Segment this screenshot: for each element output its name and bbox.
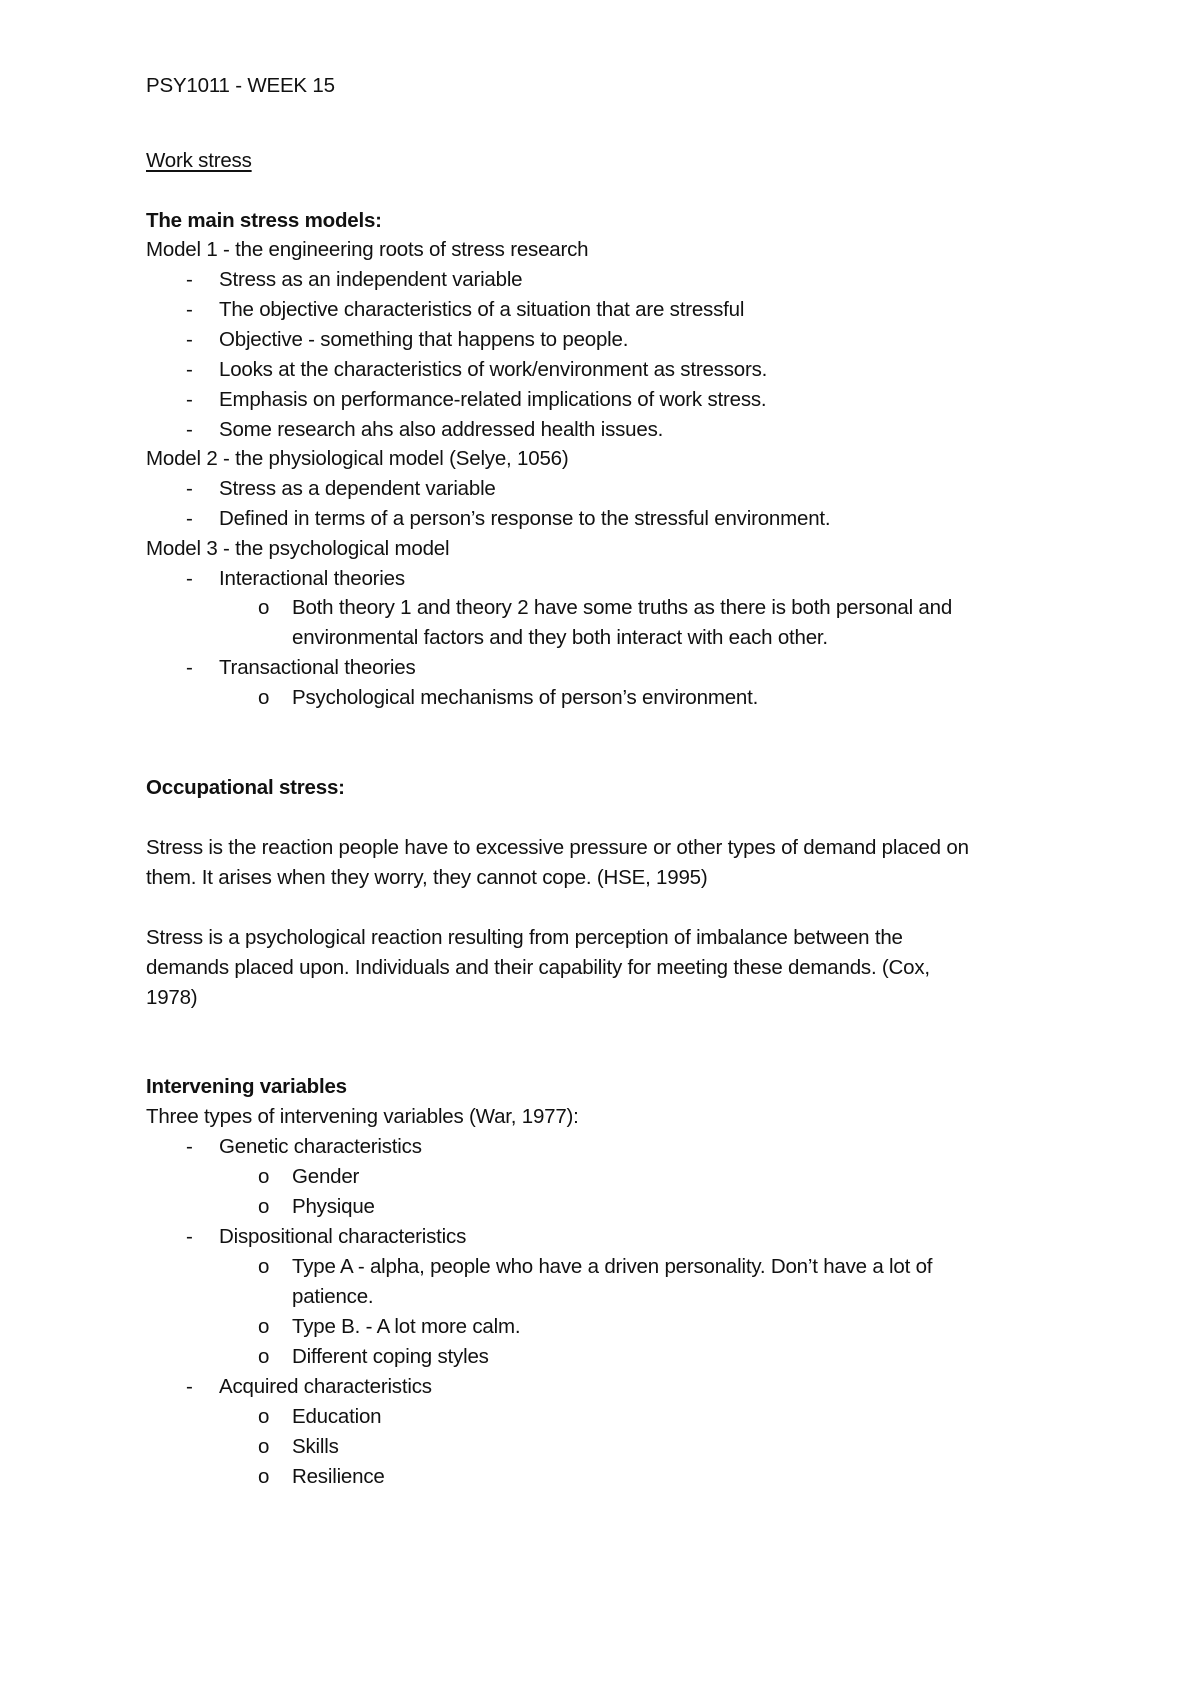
- bullet-circle: o: [258, 1435, 270, 1458]
- model1-point: Emphasis on performance-related implications of work stress.: [219, 388, 767, 411]
- occupational-paragraph-2-end: 1978): [146, 986, 198, 1009]
- document-header: PSY1011 - WEEK 15: [146, 74, 335, 97]
- bullet-dash: -: [186, 298, 193, 321]
- acquired-item: Skills: [292, 1435, 339, 1458]
- transactional-theories: Transactional theories: [219, 656, 416, 679]
- type-a-item-cont: patience.: [292, 1285, 374, 1308]
- model2-title: Model 2 - the physiological model (Selye, 1056): [146, 447, 569, 470]
- occupational-paragraph-2-cont: demands placed upon. Individuals and their capability for meeting these demands. (Cox,: [146, 956, 930, 979]
- acquired-item: Education: [292, 1405, 382, 1428]
- bullet-circle: o: [258, 1315, 270, 1338]
- bullet-dash: -: [186, 1135, 193, 1158]
- coping-styles-item: Different coping styles: [292, 1345, 489, 1368]
- bullet-dash: -: [186, 1375, 193, 1398]
- main-models-heading: The main stress models:: [146, 209, 382, 232]
- model1-point: The objective characteristics of a situation that are stressful: [219, 298, 745, 321]
- intervening-heading: Intervening variables: [146, 1075, 347, 1098]
- bullet-circle: o: [258, 686, 270, 709]
- transactional-detail: Psychological mechanisms of person’s environment.: [292, 686, 759, 709]
- model1-point: Stress as an independent variable: [219, 268, 523, 291]
- dispositional-characteristics: Dispositional characteristics: [219, 1225, 467, 1248]
- model1-point: Some research ahs also addressed health issues.: [219, 418, 664, 441]
- acquired-item: Resilience: [292, 1465, 385, 1488]
- bullet-circle: o: [258, 1165, 270, 1188]
- bullet-dash: -: [186, 567, 193, 590]
- bullet-circle: o: [258, 596, 270, 619]
- model3-title: Model 3 - the psychological model: [146, 537, 450, 560]
- bullet-dash: -: [186, 418, 193, 441]
- bullet-circle: o: [258, 1255, 270, 1278]
- type-a-item: Type A - alpha, people who have a driven personality. Don’t have a lot of: [292, 1255, 933, 1278]
- acquired-characteristics: Acquired characteristics: [219, 1375, 432, 1398]
- genetic-item: Gender: [292, 1165, 360, 1188]
- occupational-paragraph-1: Stress is the reaction people have to excessive pressure or other types of demand placed on: [146, 836, 969, 859]
- bullet-dash: -: [186, 268, 193, 291]
- interactional-theories: Interactional theories: [219, 567, 405, 590]
- bullet-dash: -: [186, 477, 193, 500]
- intervening-intro: Three types of intervening variables (War, 1977):: [146, 1105, 579, 1128]
- model1-point: Looks at the characteristics of work/environment as stressors.: [219, 358, 768, 381]
- genetic-item: Physique: [292, 1195, 375, 1218]
- model1-title: Model 1 - the engineering roots of stress research: [146, 238, 589, 261]
- bullet-circle: o: [258, 1405, 270, 1428]
- bullet-dash: -: [186, 358, 193, 381]
- bullet-dash: -: [186, 656, 193, 679]
- bullet-dash: -: [186, 388, 193, 411]
- bullet-circle: o: [258, 1345, 270, 1368]
- occupational-heading: Occupational stress:: [146, 776, 345, 799]
- bullet-dash: -: [186, 328, 193, 351]
- section-title: Work stress: [146, 149, 252, 172]
- occupational-paragraph-1-cont: them. It arises when they worry, they cannot cope. (HSE, 1995): [146, 866, 708, 889]
- interactional-detail-cont: environmental factors and they both interact with each other.: [292, 626, 828, 649]
- bullet-circle: o: [258, 1465, 270, 1488]
- occupational-paragraph-2: Stress is a psychological reaction resulting from perception of imbalance between the: [146, 926, 903, 949]
- genetic-characteristics: Genetic characteristics: [219, 1135, 422, 1158]
- bullet-dash: -: [186, 507, 193, 530]
- bullet-circle: o: [258, 1195, 270, 1218]
- model2-point: Stress as a dependent variable: [219, 477, 496, 500]
- interactional-detail: Both theory 1 and theory 2 have some truths as there is both personal and: [292, 596, 953, 619]
- bullet-dash: -: [186, 1225, 193, 1248]
- type-b-item: Type B. - A lot more calm.: [292, 1315, 521, 1338]
- model2-point: Defined in terms of a person’s response to the stressful environment.: [219, 507, 831, 530]
- model1-point: Objective - something that happens to people.: [219, 328, 629, 351]
